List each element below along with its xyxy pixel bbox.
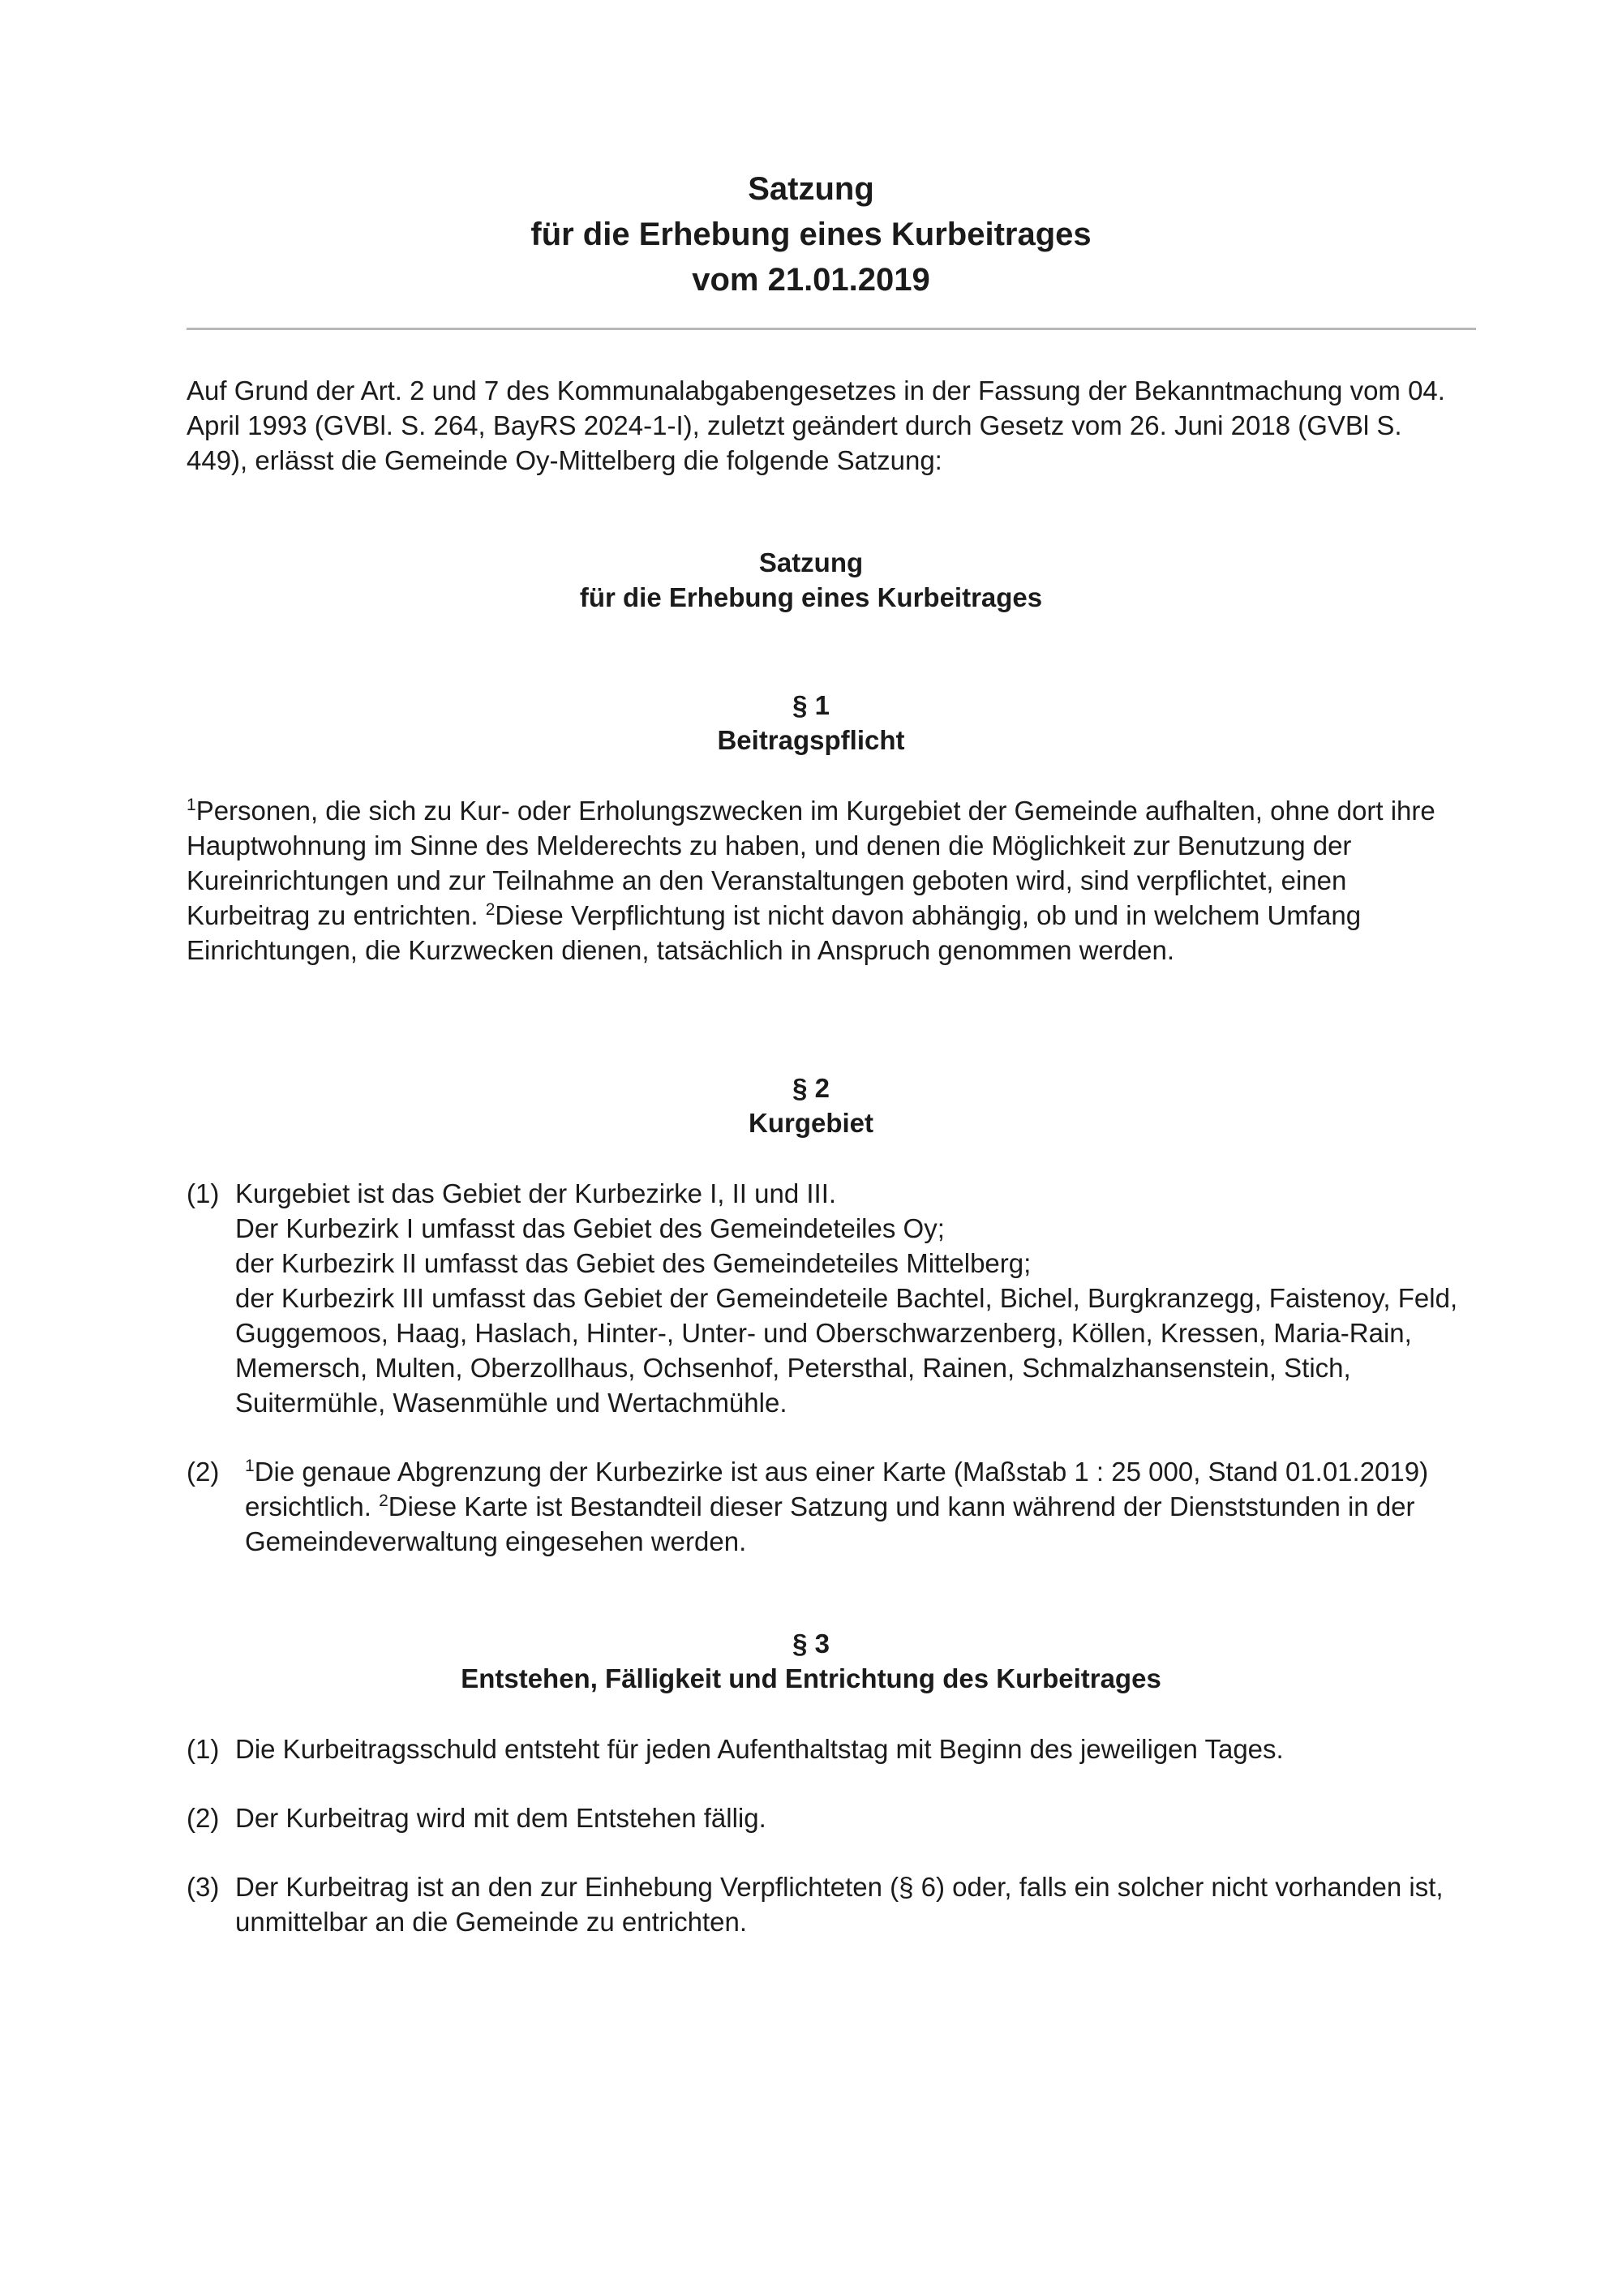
sentence-marker: 2 [379,1491,388,1510]
section-3-number: § 3 [792,1629,830,1659]
section-2-heading: Kurgebiet [748,1108,873,1138]
section-1-sentence-2: Diese Verpflichtung ist nicht davon abhängig, ob und in welchem Umfang Einrichtungen, die Kurzwecken dienen, tatsächlich in Anspruch genommen werden. [187,900,1362,965]
title-line-2: für die Erhebung eines Kurbeitrages [530,217,1092,252]
section-3-header [0,1626,1622,1696]
item-line: der Kurbezirk II umfasst das Gebiet des Gemeindeteiles Mittelberg; [235,1248,1032,1278]
item-number: (2) [187,1803,220,1833]
section-1-number: § 1 [792,690,830,720]
section-1-paragraph [187,793,1452,968]
subtitle [0,545,1622,615]
section-1-sentence-1: Personen, die sich zu Kur- oder Erholungszwecken im Kurgebiet der Gemeinde aufhalten, ohne dort ihre Hauptwohnung im Sinne des Melderechts zu haben, und denen die Möglichkeit zur Benutzung der Kureinrichtungen und zur Teilnahme an den Veranstaltungen geboten wird, sind verpflichtet, einen Kurbeitrag zu entrichten. [187,796,1435,930]
sentence-marker: 1 [245,1457,255,1475]
subtitle-line-1: Satzung [758,547,864,577]
section-2-number: § 2 [792,1073,830,1103]
title-line-3: vom 21.01.2019 [692,262,930,298]
sentence-marker: 1 [187,796,196,814]
item-line: Der Kurbezirk I umfasst das Gebiet des Gemeindeteiles Oy; [235,1213,945,1243]
sentence-marker: 2 [485,900,496,919]
section-1-header [0,688,1622,757]
title-divider [187,328,1476,330]
item-number: (1) [187,1178,220,1208]
item-sentence-1: Die genaue Abgrenzung der Kurbezirke ist aus einer Karte (Maßstab 1 : 25 000, Stand 01.01.2019) ersichtlich. [245,1457,1429,1521]
document-title [0,166,1622,303]
item-sentence-2: Diese Karte ist Bestandteil dieser Satzung und kann während der Dienststunden in der Gemeindeverwaltung eingesehen werden. [245,1491,1415,1556]
title-line-1: Satzung [748,171,874,207]
section-2-header [0,1071,1622,1140]
section-1-heading: Beitragspflicht [717,725,905,755]
section-3-heading: Entstehen, Fälligkeit und Entrichtung des Kurbeitrages [461,1663,1161,1693]
item-line: der Kurbezirk III umfasst das Gebiet der Gemeindeteile Bachtel, Bichel, Burgkranzegg, Faistenoy, Feld, Guggemoos, Haag, Haslach, Hinter-, Unter- und Oberschwarzenberg, Köllen, Kressen, Maria-Rain, Memersch, Multen, Oberzollhaus, Ochsenhof, Petersthal, Rainen, Schmalzhansenstein, Stich, Suitermühle, Wasenmühle und Wertachmühle. [235,1283,1458,1418]
subtitle-line-2: für die Erhebung eines Kurbeitrages [579,582,1043,612]
item-number: (2) [187,1457,220,1487]
item-text: Der Kurbeitrag wird mit dem Entstehen fällig. [235,1803,766,1833]
item-text: Die Kurbeitragsschuld entsteht für jeden Aufenthaltstag mit Beginn des jeweiligen Tages. [235,1734,1284,1764]
item-number: (3) [187,1872,220,1902]
item-line: Kurgebiet ist das Gebiet der Kurbezirke I, II und III. [235,1178,837,1208]
item-number: (1) [187,1734,220,1764]
preamble-paragraph: Auf Grund der Art. 2 und 7 des Kommunalabgabengesetzes in der Fassung der Bekanntmachung vom 04. April 1993 (GVBl. S. 264, BayRS 2024-1-I), zuletzt geändert durch Gesetz vom 26. Juni 2018 (GVBl S. 449), erlässt die Gemeinde Oy-Mittelberg die folgende Satzung: [187,376,1445,475]
item-text: Der Kurbeitrag ist an den zur Einhebung Verpflichteten (§ 6) oder, falls ein solcher nicht vorhanden ist, unmittelbar an die Gemeinde zu entrichten. [235,1872,1444,1937]
